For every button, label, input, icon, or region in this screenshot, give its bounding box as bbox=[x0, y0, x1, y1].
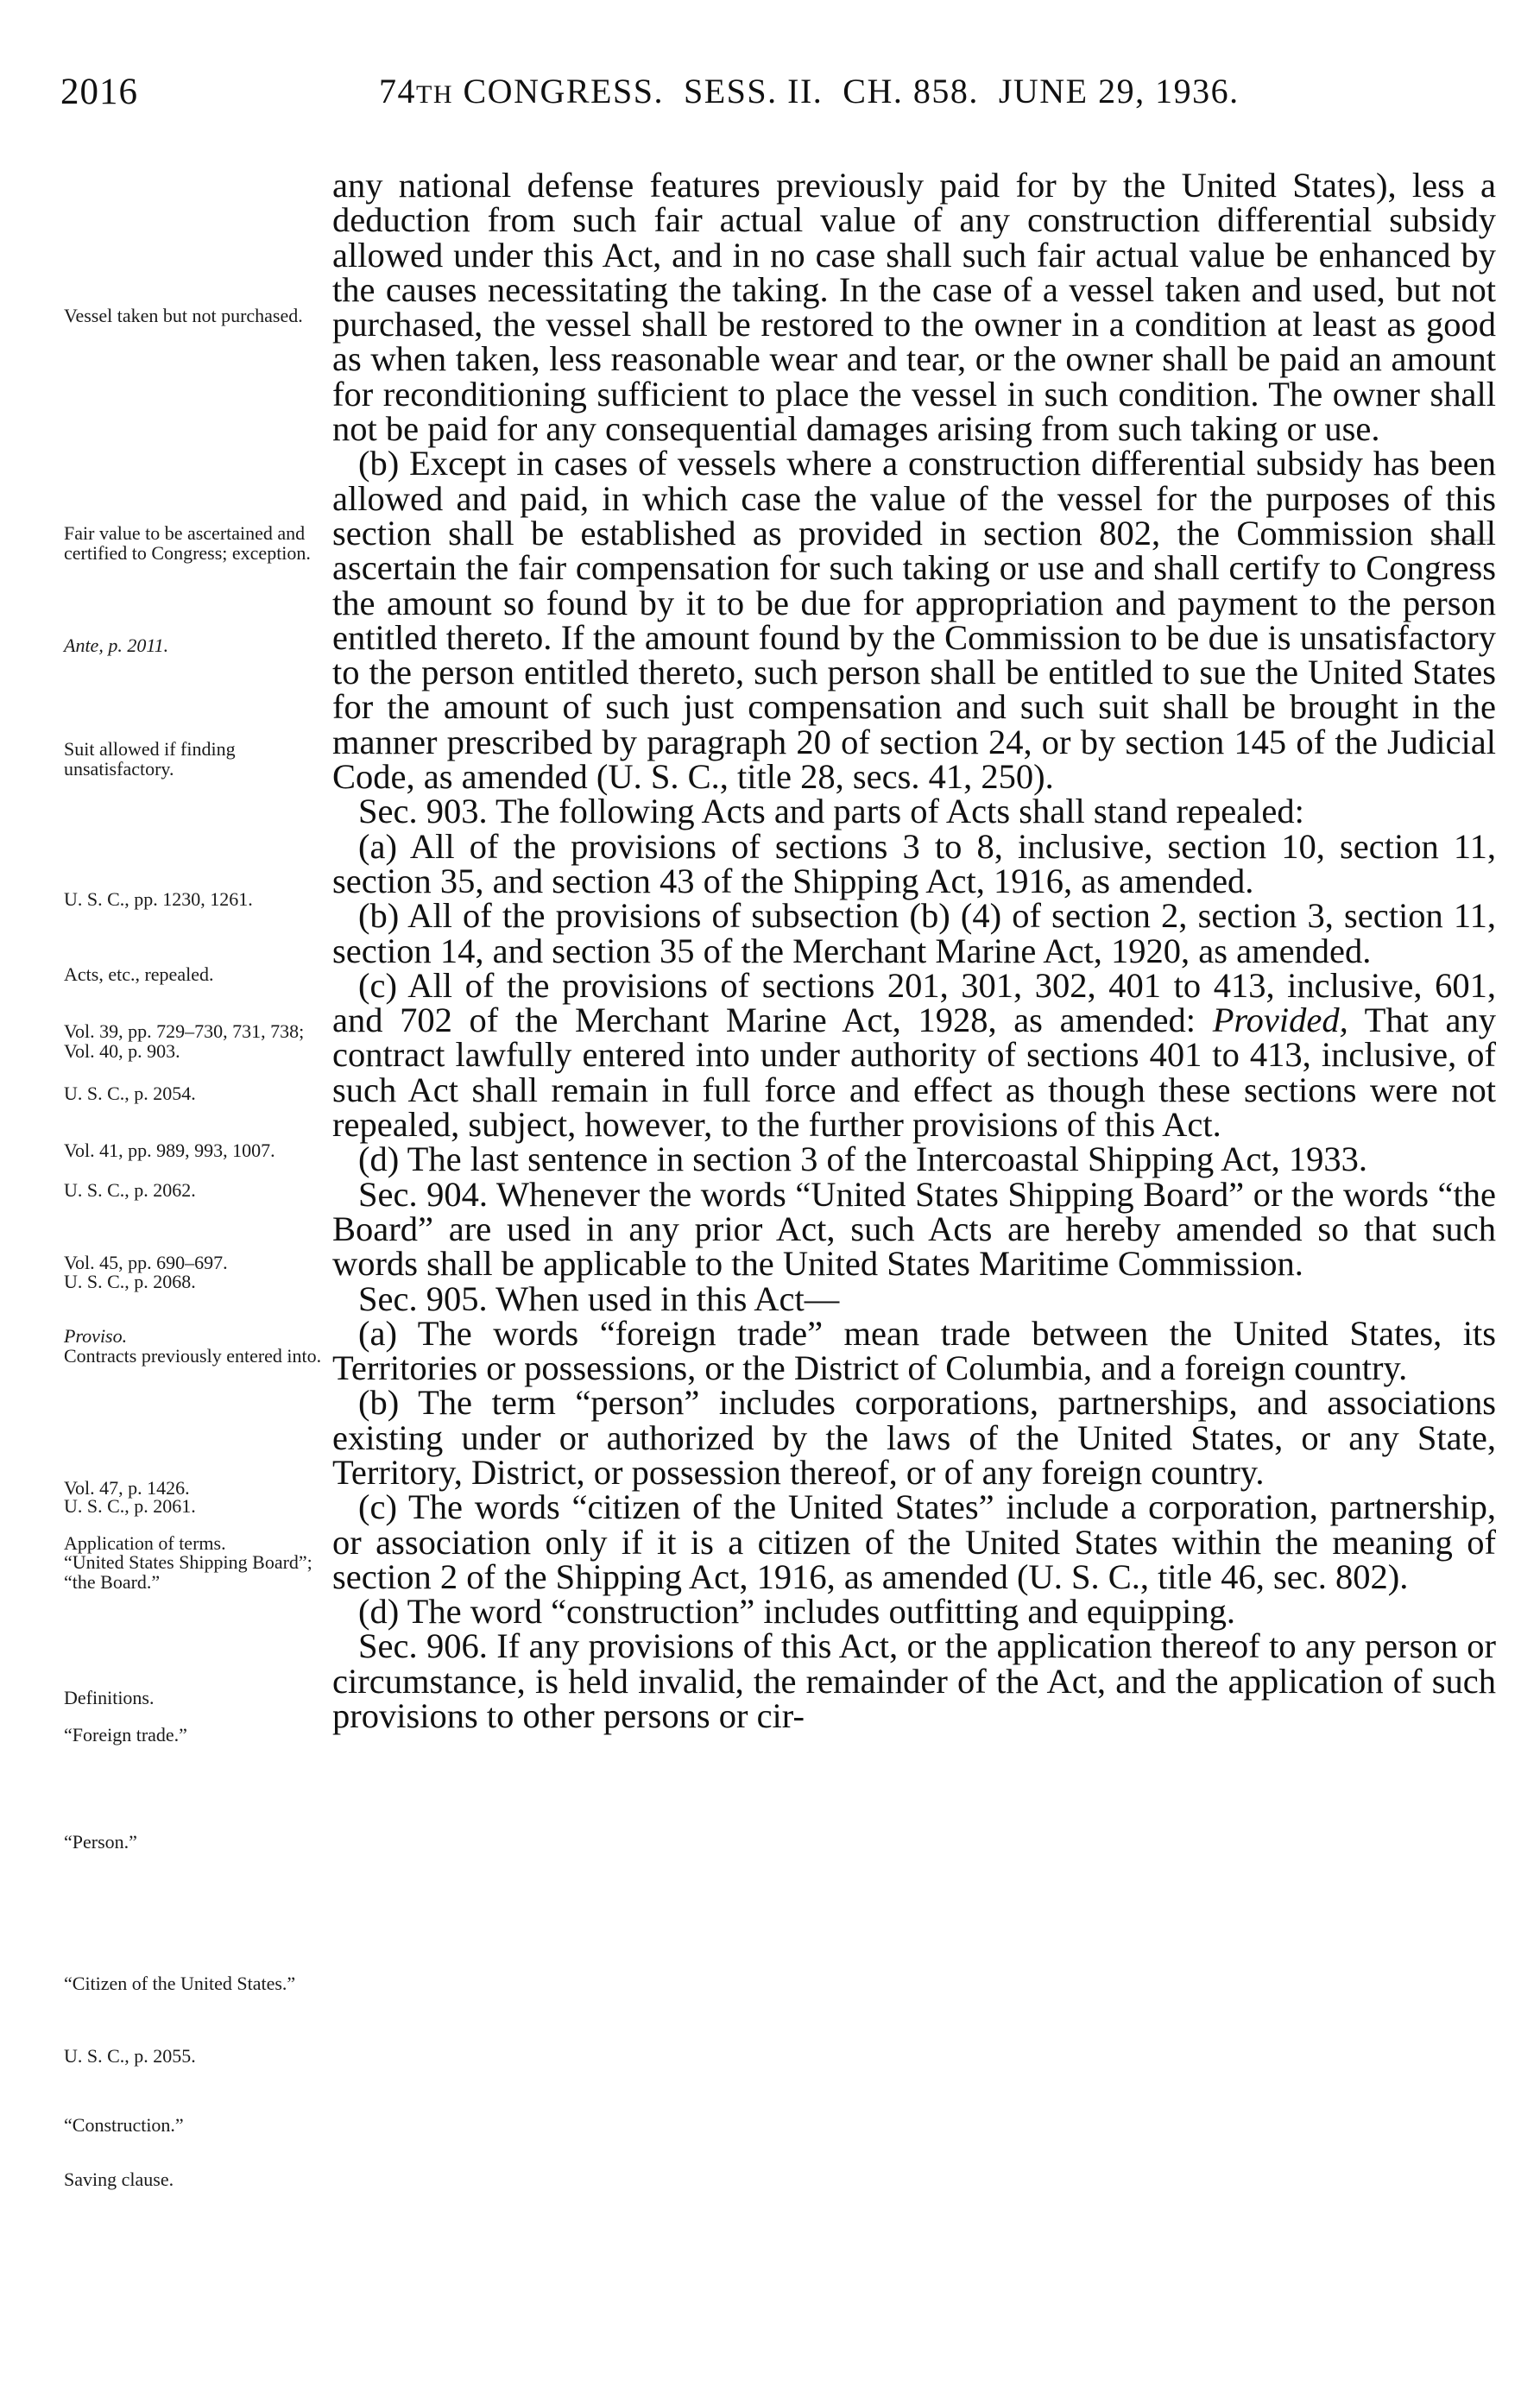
margin-note: “Citizen of the United States.” bbox=[64, 1973, 296, 1994]
margin-note: Saving clause. bbox=[64, 2169, 174, 2190]
paragraph-sec-903: Sec. 903. The following Acts and parts of Acts shall stand repealed: bbox=[358, 792, 1304, 831]
margin-note: “United States Shipping Board”; “the Board.” bbox=[64, 1551, 312, 1593]
margin-note: “Construction.” bbox=[64, 2114, 184, 2136]
paragraph-903c-text: (c) All of the provisions of sections 201, 301, 302, 401 to 413, inclusive, 601, and 702 of the Merchant Marine Act, 1928, as amended: bbox=[332, 965, 1496, 1040]
running-head-rest: CONGRESS. SESS. II. CH. 858. JUNE 29, 1936. bbox=[453, 72, 1240, 110]
ordinal-suffix: TH bbox=[416, 80, 453, 109]
paragraph-905b: (b) The term “person” includes corporations, partnerships, and associations existing under or authorized by the laws of the United States, or any State, Territory, District, or possession thereof, or of any foreign country. bbox=[332, 1383, 1496, 1492]
margin-note: U. S. C., p. 2068. bbox=[64, 1271, 196, 1292]
paragraph-903c-proviso: That any contract lawfully entered into under authority of sections 401 to 413, inclusive, of such Act shall remain in full force and effect as though these sections were not repealed, subject, however, to the further provisions of this Act. bbox=[332, 1001, 1497, 1145]
margin-note: Vol. 39, pp. 729–730, 731, 738; Vol. 40, p. 903. bbox=[64, 1020, 305, 1062]
margin-note: Vol. 41, pp. 989, 993, 1007. bbox=[64, 1140, 275, 1161]
paragraph-sec-906: Sec. 906. If any provisions of this Act, or the application thereof to any person or circumstance, is held invalid, the remainder of the Act, and the application of such provisions to other persons or cir- bbox=[332, 1626, 1496, 1736]
paragraph-sec-904: Sec. 904. Whenever the words “United States Shipping Board” or the words “the Board” are used in any prior Act, such Acts are hereby amended so that such words shall be applicable to the United States Maritime Commission. bbox=[332, 1174, 1496, 1284]
margin-note: “Person.” bbox=[64, 1831, 137, 1853]
margin-note: U. S. C., pp. 1230, 1261. bbox=[64, 888, 253, 910]
body-text bbox=[332, 166, 1497, 1736]
running-head bbox=[60, 71, 1493, 123]
paragraph-905a: (a) The words “foreign trade” mean trade between the United States, its Territories or possessions, or the District of Columbia, and a foreign country. bbox=[332, 1313, 1496, 1388]
paragraph-903c bbox=[332, 965, 1497, 1145]
paragraph-905d: (d) The word “construction” includes outfitting and equipping. bbox=[358, 1592, 1236, 1632]
margin-note: U. S. C., p. 2062. bbox=[64, 1179, 196, 1201]
paragraph-903d: (d) The last sentence in section 3 of the Intercoastal Shipping Act, 1933. bbox=[358, 1140, 1367, 1179]
paragraph-902b: (b) Except in cases of vessels where a construction differential subsidy has been allowed and paid, in which case the value of the vessel for the purposes of this section shall be established as provided in section 802, the Commission shall ascertain the fair compensation for such taking or use and shall certify to Congress the amount so found by it to be due for appropriation and payment to the person entitled thereto. If the amount found by the Commission to be due is unsatisfactory to the person entitled thereto, such person shall be entitled to sue the United States for the amount of such just compensation and such suit shall be brought in the manner prescribed by paragraph 20 of section 24, or by section 145 of the Judicial Code, as amended (U. S. C., title 28, secs. 41, 250). bbox=[332, 444, 1496, 797]
paragraph-905c: (c) The words “citizen of the United States” include a corporation, partnership, or association only if it is a citizen of the United States within the meaning of section 2 of the Shipping Act, 1916, as amended (U. S. C., title 46, sec. 802). bbox=[332, 1487, 1496, 1596]
congress-number: 74 bbox=[379, 72, 416, 110]
margin-note: Acts, etc., repealed. bbox=[64, 963, 214, 985]
margin-note: U. S. C., p. 2054. bbox=[64, 1083, 196, 1104]
margin-note: Vol. 47, p. 1426. bbox=[64, 1477, 190, 1499]
margin-note: Definitions. bbox=[64, 1687, 155, 1708]
paragraph-sec-905: Sec. 905. When used in this Act— bbox=[358, 1278, 840, 1318]
paragraph-903b: (b) All of the provisions of subsection (b) (4) of section 2, section 3, section 11, section 14, and section 35 of the Merchant Marine Act, 1920, as amended. bbox=[332, 896, 1496, 970]
margin-note: Contracts previously entered into. bbox=[64, 1345, 322, 1367]
paragraph-continued-902a: any national defense features previously paid for by the United States), less a deduction from such fair actual value of any construction differential subsidy allowed under this Act, and in no case shall such fair actual value be enhanced by the causes necessitating the taking. In the case of a vessel taken and used, but not purchased, the vessel shall be restored to the owner in a condition at least as good as when taken, less reasonable wear and tear, or the owner shall be paid an amount for reconditioning sufficient to place the vessel in such condition. The owner shall not be paid for any consequential damages arising from such taking or use. bbox=[332, 166, 1496, 449]
margin-note: Application of terms. bbox=[64, 1532, 226, 1554]
margin-note: Ante, p. 2011. bbox=[64, 634, 169, 656]
margin-note: “Foreign trade.” bbox=[64, 1724, 187, 1746]
margin-note: Fair value to be ascertained and certified to Congress; exception. bbox=[64, 522, 311, 564]
margin-note-proviso: Proviso. bbox=[64, 1325, 128, 1347]
margin-note: Vessel taken but not purchased. bbox=[64, 305, 303, 326]
running-head-title bbox=[379, 71, 1240, 111]
paragraph-903a: (a) All of the provisions of sections 3 to 8, inclusive, section 10, section 11, section 35, and section 43 of the Shipping Act, 1916, as amended. bbox=[332, 826, 1496, 900]
margin-note: U. S. C., p. 2055. bbox=[64, 2045, 196, 2067]
margin-note: Suit allowed if finding unsatisfactory. bbox=[64, 738, 236, 780]
proviso-word: Provided, bbox=[1212, 1001, 1348, 1040]
margin-note: U. S. C., p. 2061. bbox=[64, 1495, 196, 1517]
margin-note: Vol. 45, pp. 690–697. bbox=[64, 1252, 228, 1273]
page-number: 2016 bbox=[60, 72, 138, 112]
